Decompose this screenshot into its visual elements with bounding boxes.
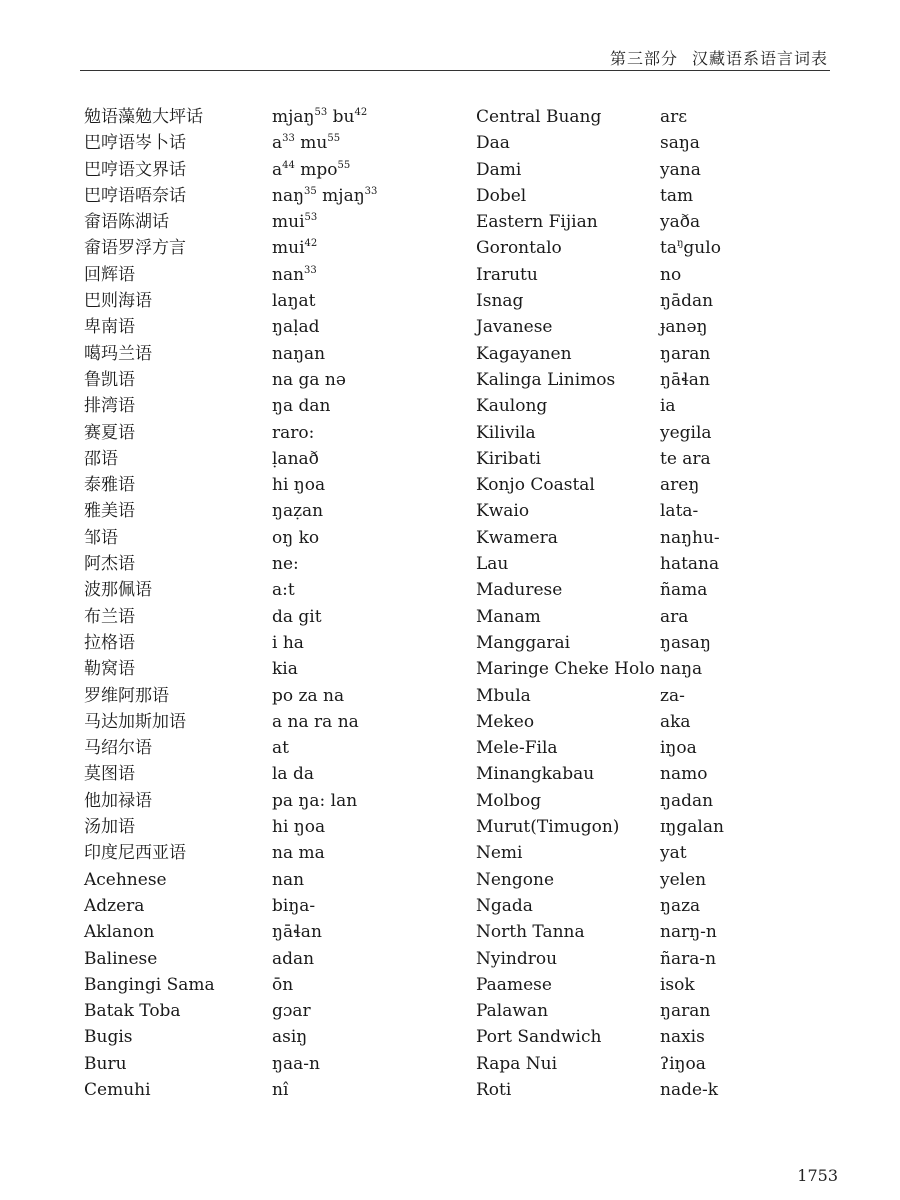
word-entry-row — [84, 604, 424, 630]
language-name: 巴哼语唔奈话 — [84, 185, 186, 206]
word-form: la da — [272, 764, 314, 785]
word-form: tam — [660, 185, 694, 206]
word-form: da git — [272, 606, 322, 627]
word-form: ŋasaŋ — [660, 632, 711, 653]
word-form: ara — [660, 606, 689, 627]
word-entry-row — [476, 919, 836, 945]
right-word-column — [476, 104, 836, 1103]
word-form: laŋat — [272, 291, 316, 312]
language-name: Kalinga Linimos — [476, 369, 616, 390]
language-name: Nengone — [476, 869, 555, 890]
word-form: iŋoa — [660, 738, 697, 759]
word-entry-row — [84, 472, 424, 498]
word-entry-row — [84, 1077, 424, 1103]
word-form: a na ra na — [272, 711, 359, 732]
word-form: areŋ — [660, 475, 700, 496]
word-form: ne: — [272, 554, 299, 575]
language-name: Kilivila — [476, 422, 536, 443]
word-entry-row — [476, 314, 836, 340]
word-form: i ha — [272, 632, 304, 653]
language-name: 他加禄语 — [84, 790, 152, 811]
language-name: Mbula — [476, 685, 531, 706]
word-form: ŋadan — [660, 790, 714, 811]
header-text — [610, 46, 828, 69]
language-name: 勉语藻勉大坪话 — [84, 107, 203, 127]
language-name: Palawan — [476, 1001, 549, 1022]
word-form: naŋa — [660, 659, 703, 680]
word-form: ɟanəŋ — [660, 317, 708, 338]
word-form: lata- — [660, 501, 699, 522]
language-name: Lau — [476, 554, 509, 575]
word-entry-row — [476, 709, 836, 735]
page-number: 1753 — [797, 1166, 838, 1185]
language-name: Aklanon — [84, 922, 155, 943]
language-name: Batak Toba — [84, 1001, 181, 1022]
word-form: ŋāɬan — [272, 922, 322, 943]
word-entry-row — [476, 420, 836, 446]
language-name: 勒窝语 — [84, 659, 135, 680]
language-name: Bugis — [84, 1027, 133, 1048]
word-form: yana — [660, 159, 701, 180]
word-form: ŋaza — [660, 895, 701, 916]
word-form: na ma — [272, 843, 325, 864]
language-name: 莫图语 — [84, 764, 135, 785]
language-name: Ngada — [476, 895, 533, 916]
tone-superscript: 42 — [304, 238, 318, 250]
word-form: yegila — [660, 422, 712, 443]
word-form: aka — [660, 711, 691, 732]
word-entry-row — [84, 314, 424, 340]
tone-superscript: 35 — [304, 185, 317, 197]
language-name: Roti — [476, 1079, 512, 1100]
word-entry-row — [476, 446, 836, 472]
word-form: hi ŋoa — [272, 817, 326, 838]
language-name: 赛夏语 — [84, 422, 135, 443]
word-entry-row — [476, 735, 836, 761]
language-name: Dobel — [476, 185, 527, 206]
tone-superscript: 33 — [364, 185, 378, 197]
tone-superscript: 44 — [282, 159, 295, 171]
language-name: Acehnese — [84, 869, 167, 890]
language-name: Konjo Coastal — [476, 475, 595, 496]
word-form: te ara — [660, 448, 711, 469]
tone-superscript: 55 — [337, 159, 351, 171]
word-entry-row — [476, 946, 836, 972]
word-form: na ga nə — [272, 369, 346, 390]
language-name: Javanese — [476, 317, 553, 338]
running-header — [80, 44, 830, 80]
tone-superscript: 55 — [327, 133, 341, 145]
word-form: ia — [660, 396, 676, 417]
word-entry-row — [476, 972, 836, 998]
word-form: mui$^{42}$ — [272, 238, 318, 259]
word-entry-row — [476, 814, 836, 840]
word-entry-row — [476, 525, 836, 551]
word-form: yaða — [660, 212, 701, 233]
word-entry-row — [476, 630, 836, 656]
language-name: Central Buang — [476, 107, 602, 127]
language-name: 汤加语 — [84, 817, 135, 838]
word-form: $a^{44}$ mpo$^{55}$ — [272, 159, 351, 180]
word-entry-row — [84, 420, 424, 446]
word-form: namo — [660, 764, 708, 785]
language-name: Kwamera — [476, 527, 558, 548]
word-entry-row — [84, 683, 424, 709]
language-name: Paamese — [476, 974, 552, 995]
word-entry-row — [84, 288, 424, 314]
word-form: nade-k — [660, 1079, 719, 1100]
word-entry-row — [84, 867, 424, 893]
word-entry-row — [84, 367, 424, 393]
word-entry-row — [84, 183, 424, 209]
word-entry-row — [476, 341, 836, 367]
header-rule — [80, 70, 830, 71]
language-name: Kaulong — [476, 396, 548, 417]
word-entry-row — [476, 604, 836, 630]
word-form: oŋ ko — [272, 527, 320, 548]
language-name: North Tanna — [476, 922, 585, 943]
word-form: po za na — [272, 685, 345, 706]
language-name: 畲语罗浮方言 — [84, 238, 186, 259]
language-name: 巴哼语文界话 — [84, 159, 186, 180]
tone-superscript: 42 — [354, 107, 368, 118]
word-entry-row — [84, 446, 424, 472]
language-name: 邹语 — [84, 527, 118, 548]
word-entry-row — [84, 840, 424, 866]
language-name: 罗维阿那语 — [84, 685, 169, 706]
word-form: yelen — [660, 869, 707, 890]
language-name: 鲁凯语 — [84, 369, 135, 390]
header-section: 第三部分 — [609, 49, 678, 68]
word-entry-row — [84, 130, 424, 156]
tone-superscript: 53 — [314, 107, 328, 118]
word-entry-row — [84, 893, 424, 919]
word-form: ōn — [272, 974, 294, 995]
word-entry-row — [476, 893, 836, 919]
language-name: 回辉语 — [84, 264, 135, 285]
word-entry-row — [84, 946, 424, 972]
word-form: ḷanað — [272, 448, 319, 469]
word-entry-row — [84, 998, 424, 1024]
word-form: ŋaran — [660, 343, 711, 364]
language-name: 畲语陈湖话 — [84, 212, 169, 233]
language-name: Rapa Nui — [476, 1053, 558, 1074]
word-entry-row — [476, 472, 836, 498]
word-entry-row — [476, 288, 836, 314]
word-entry-row — [84, 525, 424, 551]
word-entry-row — [476, 998, 836, 1024]
word-entry-row — [476, 367, 836, 393]
word-form: nan$^{33}$ — [272, 264, 317, 285]
word-form: mui$^{53}$ — [272, 212, 318, 233]
word-entry-row — [476, 157, 836, 183]
language-name: 雅美语 — [84, 501, 135, 522]
word-form: ñama — [660, 580, 708, 601]
tone-superscript: 53 — [304, 212, 318, 224]
word-form: $a^{33}$ $mu^{55}$ — [272, 133, 341, 154]
word-form: mjaŋ$^{53}$ $bu^{42}$ — [272, 107, 368, 127]
word-entry-row — [84, 1051, 424, 1077]
word-form: narŋ-n — [660, 922, 717, 943]
word-form: a:t — [272, 580, 295, 601]
word-entry-row — [84, 341, 424, 367]
word-entry-row — [476, 761, 836, 787]
language-name: 排湾语 — [84, 396, 135, 417]
word-form: at — [272, 738, 289, 759]
word-entry-row — [84, 551, 424, 577]
word-form: ŋādan — [660, 291, 714, 312]
word-form: ɪŋgalan — [660, 817, 724, 838]
language-name: 邵语 — [84, 448, 118, 469]
word-entry-row — [476, 183, 836, 209]
word-form: saŋa — [660, 133, 700, 154]
word-form: ñara-n — [660, 948, 717, 969]
word-entry-row — [476, 656, 836, 682]
word-form: kia — [272, 659, 298, 680]
language-name: 拉格语 — [84, 632, 135, 653]
word-form: naŋ$^{35}$ mjaŋ$^{33}$ — [272, 185, 378, 206]
language-name: Gorontalo — [476, 238, 562, 259]
language-name: Irarutu — [476, 264, 538, 285]
word-form: naxis — [660, 1027, 705, 1048]
word-entry-row — [476, 840, 836, 866]
word-form: za- — [660, 685, 685, 706]
language-name: Molbog — [476, 790, 542, 811]
language-name: Maringe Cheke Holo — [476, 659, 655, 680]
word-entry-row — [476, 1024, 836, 1050]
language-name: Daa — [476, 133, 510, 154]
word-form: ŋaẓan — [272, 501, 324, 522]
language-name: Nyindrou — [476, 948, 558, 969]
word-entry-row — [84, 577, 424, 603]
word-entry-row — [476, 683, 836, 709]
word-entry-row — [84, 788, 424, 814]
word-entry-row — [84, 104, 424, 130]
language-name: Manam — [476, 606, 541, 627]
word-form: raro: — [272, 422, 315, 443]
header-title: 汉藏语系语言词表 — [691, 49, 828, 68]
word-entry-row — [84, 1024, 424, 1050]
language-name: 巴哼语岑卜话 — [84, 133, 186, 154]
language-name: Kiribati — [476, 448, 541, 469]
word-entry-row — [84, 630, 424, 656]
language-name: Isnag — [476, 291, 524, 312]
word-form: ʔiŋoa — [660, 1053, 706, 1074]
word-entry-row — [476, 235, 836, 261]
word-entry-row — [84, 761, 424, 787]
word-entry-row — [476, 867, 836, 893]
language-name: 波那佩语 — [84, 580, 152, 601]
word-form: ŋaran — [660, 1001, 711, 1022]
word-entry-row — [84, 157, 424, 183]
word-entry-row — [476, 788, 836, 814]
language-name: Murut(Timugon) — [476, 817, 620, 838]
language-name: Adzera — [84, 895, 145, 916]
language-name: Kagayanen — [476, 343, 572, 364]
language-name: Minangkabau — [476, 764, 595, 785]
language-name: 泰雅语 — [84, 475, 135, 496]
word-form: $ta^ŋgulo$ — [660, 238, 721, 259]
word-form: biŋa- — [272, 895, 316, 916]
word-form: naŋhu- — [660, 527, 720, 548]
word-entry-row — [476, 551, 836, 577]
left-word-column — [84, 104, 424, 1103]
language-name: Buru — [84, 1053, 127, 1074]
word-form: hatana — [660, 554, 720, 575]
word-entry-row — [84, 656, 424, 682]
word-form: ŋa dan — [272, 396, 331, 417]
tone-superscript: 33 — [282, 133, 295, 145]
language-name: Mele-Fila — [476, 738, 558, 759]
word-form: adan — [272, 948, 315, 969]
word-form: naŋan — [272, 343, 326, 364]
word-entry-row — [84, 814, 424, 840]
word-form: ŋaḷad — [272, 317, 320, 338]
tone-superscript: ŋ — [676, 238, 684, 250]
language-name: Dami — [476, 159, 522, 180]
language-name: 布兰语 — [84, 606, 135, 627]
word-entry-row — [84, 735, 424, 761]
word-form: gɔar — [272, 1001, 311, 1022]
word-entry-row — [476, 209, 836, 235]
language-name: Madurese — [476, 580, 563, 601]
language-name: Cemuhi — [84, 1079, 151, 1100]
word-entry-row — [84, 919, 424, 945]
word-form: pa ŋa: lan — [272, 790, 358, 811]
word-entry-row — [84, 498, 424, 524]
tone-superscript: 33 — [304, 264, 317, 276]
word-form: nî — [272, 1079, 289, 1100]
word-form: yat — [660, 843, 687, 864]
word-entry-row — [84, 709, 424, 735]
word-form: hi ŋoa — [272, 475, 326, 496]
word-form: no — [660, 264, 682, 285]
language-name: 噶玛兰语 — [84, 343, 152, 364]
language-name: 卑南语 — [84, 317, 135, 338]
word-form: ŋāɬan — [660, 369, 710, 390]
word-form: arɛ — [660, 107, 688, 127]
language-name: Bangingi Sama — [84, 974, 215, 995]
word-form: isok — [660, 974, 695, 995]
language-name: 印度尼西亚语 — [84, 843, 186, 864]
word-entry-row — [84, 262, 424, 288]
language-name: Kwaio — [476, 501, 530, 522]
word-form: ŋaa-n — [272, 1053, 320, 1074]
word-entry-row — [476, 1077, 836, 1103]
word-entry-row — [84, 235, 424, 261]
language-name: Port Sandwich — [476, 1027, 602, 1048]
language-name: Eastern Fijian — [476, 212, 598, 233]
word-entry-row — [476, 577, 836, 603]
word-entry-row — [476, 262, 836, 288]
word-form: asiŋ — [272, 1027, 308, 1048]
language-name: Nemi — [476, 843, 523, 864]
language-name: 阿杰语 — [84, 554, 135, 575]
language-name: 马绍尔语 — [84, 738, 152, 759]
word-entry-row — [476, 393, 836, 419]
language-name: Mekeo — [476, 711, 535, 732]
language-name: 巴则海语 — [84, 291, 152, 312]
word-entry-row — [476, 498, 836, 524]
word-entry-row — [84, 209, 424, 235]
language-name: Manggarai — [476, 632, 571, 653]
word-entry-row — [84, 393, 424, 419]
word-form: nan — [272, 869, 305, 890]
language-name: 马达加斯加语 — [84, 711, 186, 732]
word-entry-row — [476, 130, 836, 156]
word-entry-row — [84, 972, 424, 998]
word-entry-row — [476, 1051, 836, 1077]
language-name: Balinese — [84, 948, 158, 969]
word-entry-row — [476, 104, 836, 130]
